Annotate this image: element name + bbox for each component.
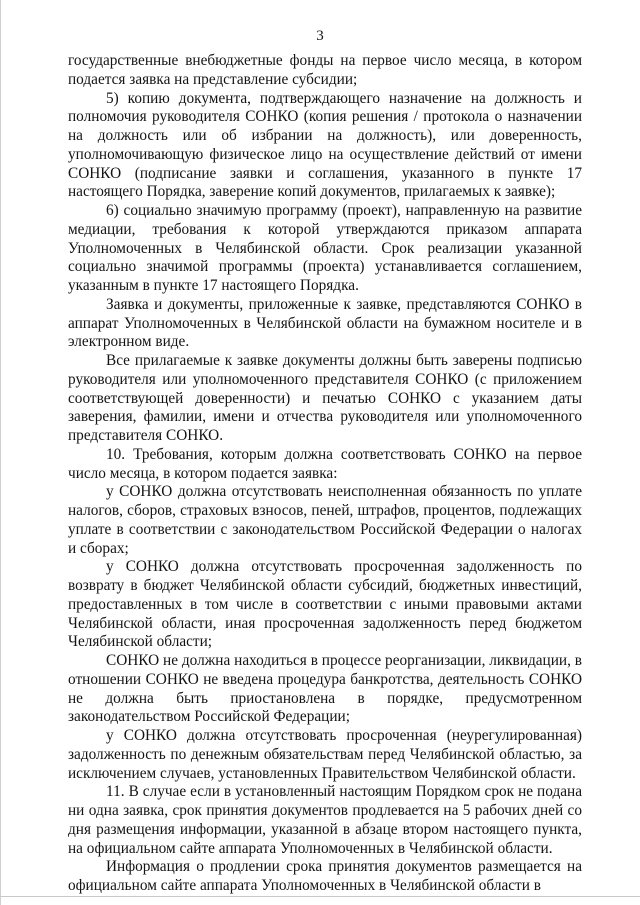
paragraph-item-5: 5) копию документа, подтверждающего назначение на должность и полномочия руководителя СОНКО (копия решения / протокола о назначении на должность или об избрании на должность), или доверенность, уполномочивающую физическое лицо на осуществление действий от имени СОНКО (подписание заявки и соглашения, указанного в пункте 17 настоящего Порядка, заверение копий документов, прилагаемых к заявке); [68, 89, 582, 201]
paragraph-reorganization-requirement: СОНКО не должна находиться в процессе реорганизации, ликвидации, в отношении СОНКО не введена процедура банкротства, деятельность СОНКО не должна быть приостановлена в порядке, предусмотренном законодательством Российской Федерации; [68, 652, 582, 726]
paragraph-submission: Заявка и документы, приложенные к заявке, представляются СОНКО в аппарат Уполномоченных в Челябинской области на бумажном носителе и в электронном виде. [68, 295, 582, 351]
paragraph-budget-debt-requirement: у СОНКО должна отсутствовать просроченная задолженность по возврату в бюджет Челябинской области субсидий, бюджетных инвестиций, предоставленных в том числе в соответствии с иными правовыми актами Челябинской области, иная просроченная задолженность перед бюджетом Челябинской области; [68, 558, 582, 651]
scan-edge [0, 0, 1, 905]
paragraph-tax-requirement: у СОНКО должна отсутствовать неисполненная обязанность по уплате налогов, сборов, страховых взносов, пеней, штрафов, процентов, подлежащих уплате в соответствии с законодательством Российской Федерации о налогах и сборах; [68, 483, 582, 557]
paragraph-extension-info: Информация о продлении срока принятия документов размещается на официальном сайте аппарата Уполномоченных в Челябинской области в [68, 858, 582, 894]
document-body [68, 52, 582, 896]
paragraph-item-6: 6) социально значимую программу (проект), направленную на развитие медиации, требования к которой утверждаются приказом аппарата Уполномоченных в Челябинской области. Срок реализации указанной социально значимой программы (проекта) устанавливается соглашением, указанным в пункте 17 настоящего Порядка. [68, 202, 582, 294]
paragraph-continuation: государственные внебюджетные фонды на первое число месяца, в котором подается заявка на представление субсидии; [68, 52, 582, 88]
paragraph-item-10: 10. Требования, которым должна соответствовать СОНКО на первое число месяца, в котором подается заявка: [68, 445, 582, 482]
page-number: 3 [316, 28, 324, 44]
scan-bottom-edge [0, 896, 640, 897]
paragraph-item-11: 11. В случае если в установленный настоящим Порядком срок не подана ни одна заявка, срок принятия документов продлевается на 5 рабочих дней со дня размещения информации, указанной в абзаце втором настоящего пункта, на официальном сайте аппарата Уполномоченных в Челябинской области. [68, 783, 582, 857]
paragraph-obligations-requirement: у СОНКО должна отсутствовать просроченная (неурегулированная) задолженность по денежным обязательствам перед Челябинской областью, за исключением случаев, установленных Правительством Челябинской области. [68, 727, 582, 782]
paragraph-certification: Все прилагаемые к заявке документы должны быть заверены подписью руководителя или уполномоченного представителя СОНКО (с приложением соответствующей доверенности) и печатью СОНКО с указанием даты заверения, фамилии, имени и отчества руководителя или уполномоченного представителя СОНКО. [68, 352, 582, 444]
